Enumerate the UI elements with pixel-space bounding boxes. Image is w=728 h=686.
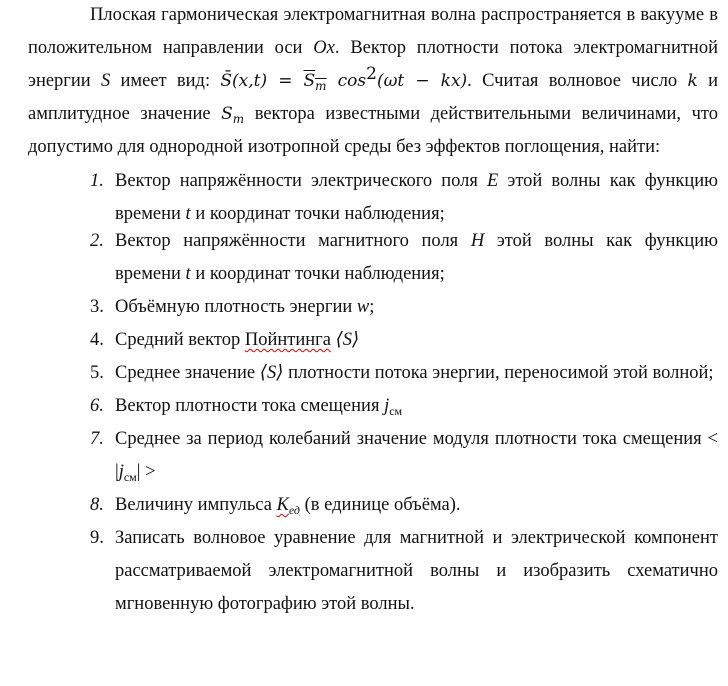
- list-item: [28, 357, 718, 390]
- text: Плоская гармоническая электромагнитная волна распространяется в вакууме в положительном направлении оси: [28, 5, 718, 58]
- formula-Sm: [304, 71, 327, 91]
- text: плотности потока энергии, переносимой этой волной;: [283, 363, 714, 383]
- symbol: t: [185, 204, 191, 224]
- symbol: j: [118, 462, 124, 482]
- text: этой волны как функцию времени: [115, 231, 718, 284]
- text: Вектор напряжённости электрического поля: [115, 171, 487, 191]
- item-number: 5.: [90, 363, 104, 383]
- item-number: 2.: [90, 231, 104, 251]
- sub-m: m: [232, 112, 245, 126]
- text: и координат точки наблюдения;: [190, 264, 445, 284]
- symbol-Sm: [221, 104, 244, 124]
- text: (в единице объёма).: [300, 495, 461, 515]
- text: Вектор плотности тока смещения: [115, 396, 385, 416]
- list-item: [28, 522, 718, 621]
- text: | >: [136, 462, 156, 482]
- symbol: ⟨S⟩: [335, 330, 360, 350]
- spellcheck-word: Пойнтинга: [244, 330, 331, 350]
- item-number: 9.: [90, 528, 104, 548]
- S: S: [303, 71, 316, 91]
- text: и амплитудное значение: [28, 71, 718, 124]
- sub-m: m: [315, 79, 327, 93]
- symbol: K: [276, 495, 289, 515]
- formula: [220, 63, 468, 93]
- text: и координат точки наблюдения;: [190, 204, 445, 224]
- text: Среднее за период колебаний значение модуля плотности тока смещения < |: [115, 429, 718, 482]
- text: . Вектор плотности потока электромагнитной энергии: [28, 38, 718, 91]
- S: S: [221, 104, 233, 124]
- text: ;: [369, 297, 375, 317]
- list-item: [28, 291, 718, 324]
- subscript: ед: [288, 503, 301, 517]
- list-item: [28, 225, 718, 291]
- spellcheck-symbol: [277, 495, 300, 515]
- axis-symbol: Ox: [313, 38, 335, 58]
- item-number: 7.: [90, 429, 104, 449]
- item-number: 4.: [90, 330, 104, 350]
- list-item: [28, 489, 718, 522]
- item-number: 8.: [90, 495, 104, 515]
- symbol: j: [384, 396, 390, 416]
- list-item: [28, 423, 718, 489]
- symbol-k: k: [687, 71, 698, 91]
- text: Вектор напряжённости магнитного поля: [115, 231, 471, 251]
- list-item: [28, 324, 718, 357]
- subscript: см: [389, 404, 403, 418]
- task-list: [28, 165, 718, 621]
- cos: cos: [326, 71, 367, 91]
- list-item: [28, 390, 718, 423]
- text: вектора известными действительными величинами, что допустимо для однородной изотропной среды без эффектов поглощения, найти:: [28, 104, 718, 157]
- text: . Считая волновое число: [467, 71, 688, 91]
- text: имеет вид:: [110, 71, 221, 91]
- formula-arg: (ωt − kx): [376, 71, 468, 91]
- item-number: 1.: [90, 171, 104, 191]
- item-number: 3.: [90, 297, 104, 317]
- symbol-S: S: [100, 71, 111, 91]
- text: Записать волновое уравнение для магнитной и электрической компонент рассматриваемой электромагнитной волны и изобразить схематично мгновенную фотографию этой волны.: [115, 528, 718, 614]
- symbol: H: [470, 231, 485, 251]
- formula-lhs: S̄(x,t) =: [220, 71, 304, 91]
- subscript: см: [123, 470, 137, 484]
- problem-intro: [28, 0, 718, 164]
- text: Средний вектор: [115, 330, 245, 350]
- square: 2: [366, 63, 377, 84]
- symbol: ⟨S⟩: [259, 363, 284, 383]
- item-number: 6.: [90, 396, 104, 416]
- text: этой волны как функцию времени: [115, 171, 718, 224]
- list-item: [28, 165, 718, 231]
- text: Объёмную плотность энергии: [115, 297, 357, 317]
- symbol: E: [487, 171, 499, 191]
- text: Величину импульса: [115, 495, 277, 515]
- symbol: w: [356, 297, 370, 317]
- symbol: t: [185, 264, 191, 284]
- text: Среднее значение: [115, 363, 260, 383]
